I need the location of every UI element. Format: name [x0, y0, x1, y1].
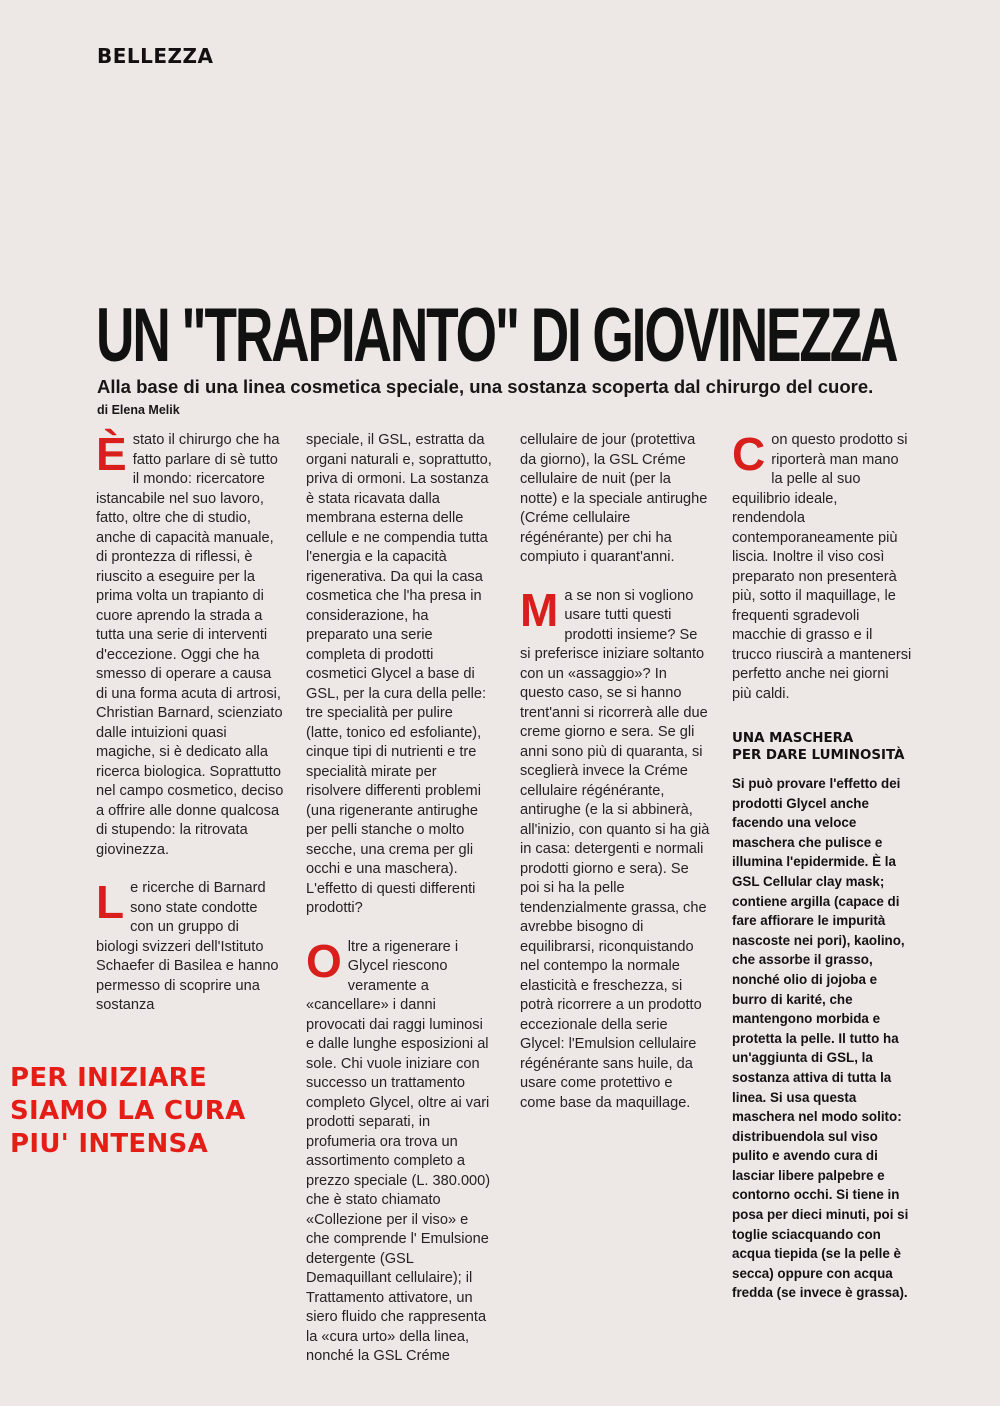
sidebar-heading: [732, 730, 912, 764]
paragraph-text: cellulaire de jour (protettiva da giorno), la GSL Créme cellulaire de nuit (per la notte) e la speciale antirughe (Créme cellulaire régénérante) per chi ha compiuto i quarant'anni.: [520, 432, 708, 565]
text-column-3: [520, 431, 710, 1113]
paragraph: [96, 876, 284, 1016]
article-byline: di Elena Melik: [97, 403, 180, 417]
sidebar-heading-line: UNA MASCHERA: [732, 731, 854, 746]
drop-cap: O: [306, 934, 342, 987]
sidebar-text: Si può provare l'effetto dei prodotti Glycel anche facendo una veloce maschera che pulisce e illumina l'epidermide. È la GSL Cellular clay mask; contiene argilla (capace di fare affiorare le impurità nascoste nei pori), kaolino, che assorbe il grasso, nonché olio di jojoba e burro di karité, che mantengono morbida e protetta la pelle. Il tutto ha un'aggiunta di GSL, la sostanza attiva di tutta la linea. Si usa questa maschera nel modo solito: distribuendola sul viso pulito e avendo cura di lasciar libere palpebre e contorno occhi. Si tiene in posa per dieci minuti, poi si toglie sciacquando con acqua tiepida (se la pelle è secca) oppure con acqua fredda (se invece è grassa).: [732, 776, 909, 1301]
article-subheadline: Alla base di una linea cosmetica speciale, una sostanza scoperta dal chirurgo del cuore.: [97, 376, 874, 397]
drop-cap: È: [96, 428, 127, 480]
text-column-4: [732, 428, 912, 1303]
paragraph: [96, 428, 284, 860]
paragraph-text: e ricerche di Barnard sono state condotte con un gruppo di biologi svizzeri dell'Istituto Schaefer di Basilea e hanno permesso di scoprire una sostanza: [96, 880, 279, 1013]
paragraph: [520, 431, 710, 568]
section-label: BELLEZZA: [97, 44, 214, 68]
article-headline: UN "TRAPIANTO" DI GIOVINEZZA: [96, 293, 897, 378]
drop-cap: M: [520, 583, 559, 636]
paragraph: [306, 934, 492, 1367]
pull-quote-line: PIU' INTENSA: [10, 1129, 208, 1159]
paragraph-text: stato il chirurgo che ha fatto parlare di sè tutto il mondo: ricercatore istancabile nel suo lavoro, fatto, oltre che di studio, anche di capacità manuale, di prontezza di riflessi, è riuscito a eseguire per la prima volta un trapianto di cuore aprendo la strada a tutta una serie di interventi d'eccezione. Oggi che ha smesso di operare a causa di una forma acuta di artrosi, Christian Barnard, scienziato dalle intuizioni quasi magiche, si è dedicato alla ricerca biologica. Soprattutto nel campo cosmetico, deciso a offrire alle donne qualcosa di stupendo: la ritrovata giovinezza.: [96, 432, 284, 858]
pull-quote: [10, 1062, 280, 1161]
paragraph-text: on questo prodotto si riporterà man mano la pelle al suo equilibrio ideale, rendendola contemporaneamente più liscia. Inoltre il viso così preparato non presenterà più, sotto il maquillage, le frequenti sgradevoli macchie di grasso e il trucco riuscirà a mantenersi perfetto anche nei giorni più caldi.: [732, 432, 912, 702]
paragraph-text: speciale, il GSL, estratta da organi naturali e, soprattutto, priva di ormoni. La sostanza è stata ricavata dalla membrana esterna delle cellule e ne compendia tutta l'energia e la capacità rigenerativa. Da qui la casa cosmetica che l'ha presa in considerazione, ha preparato una serie completa di prodotti cosmetici Glycel a base di GSL, per la cura della pelle: tre specialità per pulire (latte, tonico ed esfoliante), cinque tipi di nutrienti e tre specialità mirate per risolvere differenti problemi (una rigenerante antirughe per pelli stanche o molto secche, una crema per gli occhi e una maschera). L'effetto di questi differenti prodotti?: [306, 432, 492, 916]
drop-cap: L: [96, 876, 125, 928]
pull-quote-line: PER INIZIARE: [10, 1063, 208, 1093]
text-column-2: [306, 431, 492, 1367]
paragraph: [520, 583, 710, 1114]
sidebar-heading-line: PER DARE LUMINOSITÀ: [732, 748, 905, 763]
paragraph-text: a se non si vogliono usare tutti questi prodotti insieme? Se si preferisce iniziare soltanto con un «assaggio»? In questo caso, se si hanno trent'anni si ricorrerà alle due creme giorno e sera. Se gli anni sono più di quaranta, si sceglierà invece la Créme cellulaire régénérante, antirughe (e la si abbinerà, all'inizio, con quanto si ha già in casa: detergenti e normali prodotti giorno e sera). Se poi si ha la pelle tendenzialmente grassa, che avrebbe bisogno di equilibrarsi, riconquistando nel contempo la normale elasticità e freschezza, si potrà ricorrere a un prodotto eccezionale della serie Glycel: l'Emulsion cellulaire régénérante sans huile, da usare come protettivo e come base da maquillage.: [520, 587, 710, 1111]
paragraph: [732, 428, 912, 704]
paragraph: [306, 431, 492, 919]
drop-cap: C: [732, 428, 766, 480]
text-column-1: [96, 428, 284, 1016]
paragraph-text: ltre a rigenerare i Glycel riescono veramente a «cancellare» i danni provocati dai raggi luminosi e dalle lunghe esposizioni al sole. Chi vuole iniziare con successo un trattamento completo Glycel, oltre ai vari prodotti separati, in profumeria ora trova un assortimento completo a prezzo speciale (L. 380.000) che è stato chiamato «Collezione per il viso» e che comprende l' Emulsione detergente (GSL Demaquillant cellulaire); il Trattamento attivatore, un siero fluido che rappresenta la «cura urto» della linea, nonché la GSL Créme: [306, 938, 491, 1364]
pull-quote-line: SIAMO LA CURA: [10, 1096, 246, 1126]
